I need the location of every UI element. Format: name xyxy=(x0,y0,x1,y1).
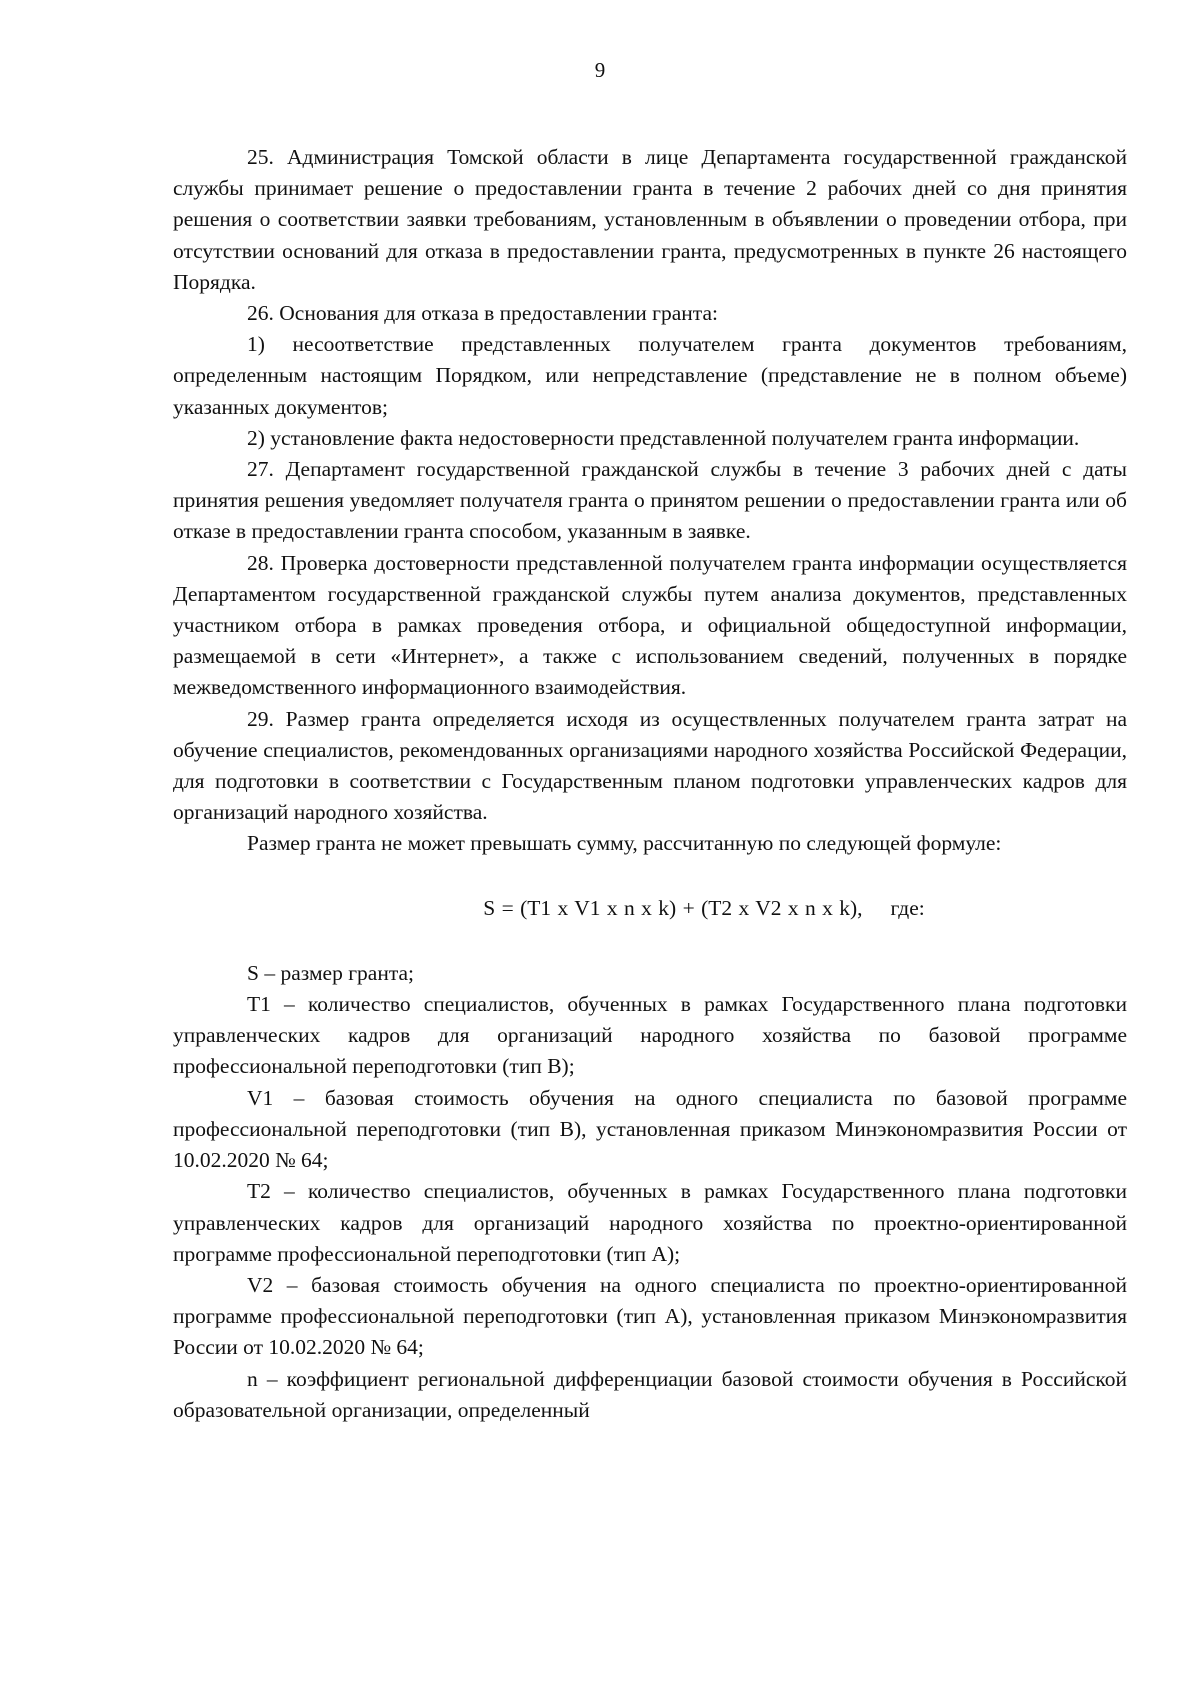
formula-expression: S = (T1 x V1 x n x k) + (T2 x V2 x n x k), xyxy=(483,895,863,920)
paragraph-25: 25. Администрация Томской области в лице Департамента государственной гражданской службы принимает решение о предоставлении гранта в течение 2 рабочих дней со дня принятия решения о соответствии заявки требованиям, установленным в объявлении о проведении отбора, при отсутствии оснований для отказа в предоставлении гранта, предусмотренных в пункте 26 настоящего Порядка. xyxy=(173,145,1127,294)
document-body xyxy=(173,142,1127,1426)
paragraph-26: 26. Основания для отказа в предоставлении гранта: xyxy=(247,301,718,326)
definition-v1: V1 – базовая стоимость обучения на одного специалиста по базовой программе профессиональной переподготовки (тип B), установленная приказом Минэкономразвития России от 10.02.2020 № 64; xyxy=(173,1085,1127,1173)
paragraph-27: 27. Департамент государственной гражданской службы в течение 3 рабочих дней с даты принятия решения уведомляет получателя гранта о принятом решении о предоставлении гранта или об отказе в предоставлении гранта способом, указанным в заявке. xyxy=(173,457,1127,544)
definition-t1: T1 – количество специалистов, обученных в рамках Государственного плана подготовки управленческих кадров для организаций народного хозяйства по базовой программе профессиональной переподготовки (тип B); xyxy=(173,992,1127,1079)
grant-formula xyxy=(173,893,1127,924)
definition-v2: V2 – базовая стоимость обучения на одного специалиста по проектно-ориентированной программе профессиональной переподготовки (тип А), установленная приказом Минэкономразвития России от 10.02.2020 № 64; xyxy=(173,1272,1127,1360)
paragraph-26-item-2: 2) установление факта недостоверности представленной получателем гранта информации. xyxy=(247,425,1080,450)
definition-n: n – коэффициент региональной дифференциации базовой стоимости обучения в Российской образовательной организации, определенный xyxy=(173,1366,1127,1422)
definition-s: S – размер гранта; xyxy=(247,960,415,985)
paragraph-26-item-1: 1) несоответствие представленных получателем гранта документов требованиям, определенным настоящим Порядком, или непредставление (представление не в полном объеме) указанных документов; xyxy=(173,332,1127,419)
paragraph-29: 29. Размер гранта определяется исходя из осуществленных получателем гранта затрат на обучение специалистов, рекомендованных организациями народного хозяйства Российской Федерации, для подготовки в соответствии с Государственным планом подготовки управленческих кадров для организаций народного хозяйства. xyxy=(173,706,1127,825)
definition-t2: T2 – количество специалистов, обученных в рамках Государственного плана подготовки управленческих кадров для организаций народного хозяйства по проектно-ориентированной программе профессиональной переподготовки (тип А); xyxy=(173,1179,1127,1266)
paragraph-29-limit: Размер гранта не может превышать сумму, рассчитанную по следующей формуле: xyxy=(247,831,1002,856)
formula-where: где: xyxy=(890,895,925,920)
paragraph-28: 28. Проверка достоверности представленной получателем гранта информации осуществляется Департаментом государственной гражданской службы путем анализа документов, представленных участником отбора в рамках проведения отбора, и официальной общедоступной информации, размещаемой в сети «Интернет», а также с использованием сведений, полученных в порядке межведомственного информационного взаимодействия. xyxy=(173,550,1127,700)
page-number: 9 xyxy=(594,58,606,82)
